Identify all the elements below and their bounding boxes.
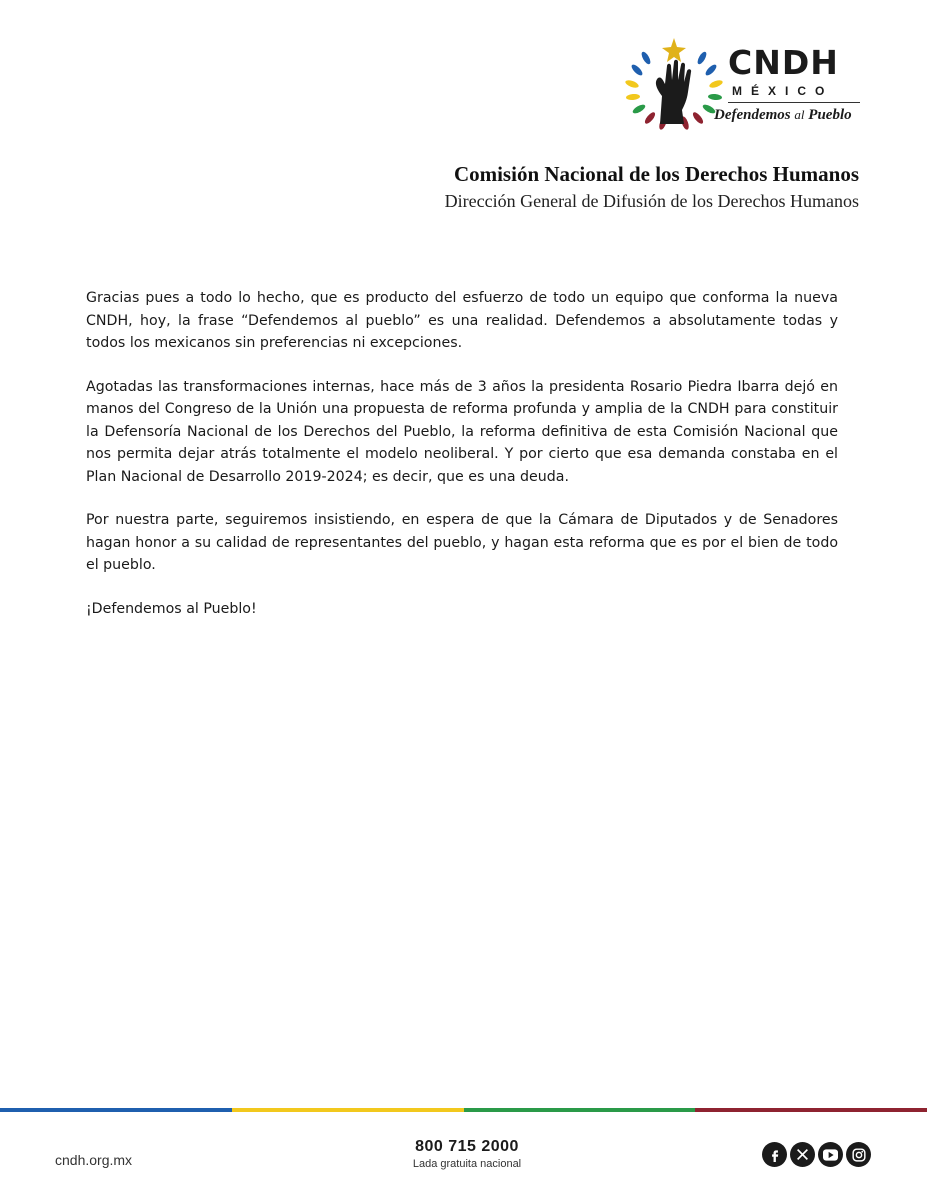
social-icons bbox=[762, 1142, 871, 1167]
website-link[interactable]: cndh.org.mx bbox=[55, 1152, 133, 1168]
paragraph: Agotadas las transformaciones internas, hace más de 3 años la presidenta Rosario Piedra Ibarra dejó en manos del Congreso de la Unión una propuesta de reforma profunda y amplia de la CNDH para constituir la Defensoría Nacional de los Derechos del Pueblo, la reforma definitiva de esta Comisión Nacional que nos permita dejar atrás totalmente el modelo neoliberal. Y por cierto que esa demanda constaba en el Plan Nacional de Desarrollo 2019-2024; es decir, que es una deuda. bbox=[86, 378, 838, 485]
phone-number: 800 715 2000 bbox=[415, 1138, 519, 1155]
page-subtitle: Dirección General de Difusión de los Derechos Humanos bbox=[444, 191, 859, 211]
slogan-part2: al bbox=[794, 107, 805, 122]
paragraph: Por nuestra parte, seguiremos insistiendo, en espera de que la Cámara de Diputados y de Senadores hagan honor a su calidad de representantes del pueblo, y hagan esta reforma que es por el bien de todo el pueblo. bbox=[86, 512, 838, 573]
footer-color-bar bbox=[0, 1108, 927, 1112]
logo-slogan bbox=[714, 107, 852, 124]
page-title: Comisión Nacional de los Derechos Humanos bbox=[453, 162, 859, 186]
x-icon[interactable] bbox=[790, 1142, 815, 1167]
star-icon bbox=[662, 38, 686, 62]
document-body bbox=[86, 287, 838, 641]
laurel-hand-emblem-icon bbox=[624, 36, 724, 132]
cndh-logo bbox=[624, 36, 864, 132]
footer-bar-maroon bbox=[695, 1108, 927, 1112]
youtube-icon[interactable] bbox=[818, 1142, 843, 1167]
logo-wordmark: CNDH bbox=[728, 43, 839, 82]
footer-phone bbox=[367, 1137, 567, 1171]
raised-hand-icon bbox=[656, 60, 691, 124]
footer-bar-green bbox=[464, 1108, 696, 1112]
logo-divider bbox=[728, 102, 860, 103]
instagram-icon[interactable] bbox=[846, 1142, 871, 1167]
closing-slogan: ¡Defendemos al Pueblo! bbox=[86, 600, 257, 617]
paragraph: Gracias pues a todo lo hecho, que es producto del esfuerzo de todo un equipo que conforma la nueva CNDH, hoy, la frase “Defendemos al pueblo” es una realidad. Defendemos a absolutamente todas y todos los mexicanos sin preferencias ni excepciones. bbox=[86, 290, 838, 351]
phone-caption: Lada gratuita nacional bbox=[412, 1158, 522, 1170]
document-header bbox=[445, 160, 859, 214]
footer-bar-blue bbox=[0, 1108, 232, 1112]
slogan-part1: Defendemos bbox=[714, 107, 791, 123]
footer-bar-yellow bbox=[232, 1108, 464, 1112]
slogan-part3: Pueblo bbox=[808, 107, 852, 123]
facebook-icon[interactable] bbox=[762, 1142, 787, 1167]
logo-country: MÉXICO bbox=[732, 84, 834, 98]
